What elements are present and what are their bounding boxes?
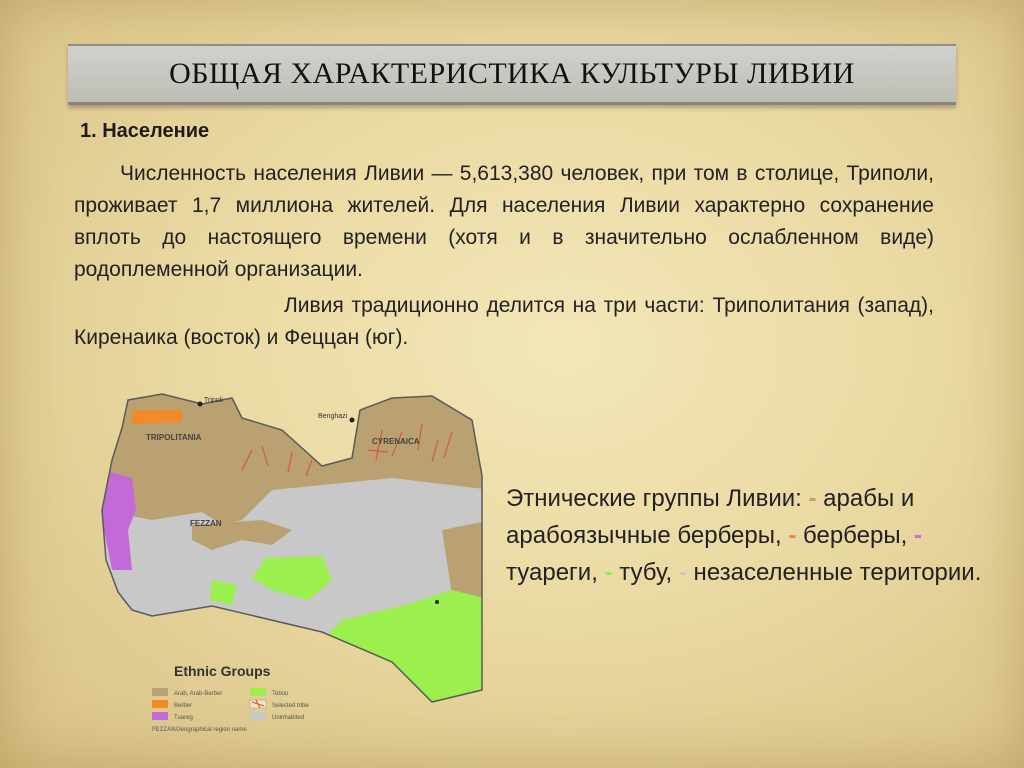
ethnic-intro: Этнические группы Ливии: xyxy=(506,485,809,512)
benghazi-marker xyxy=(350,418,355,423)
legend-swatch-tebou xyxy=(250,688,266,696)
city-label-tripoli: Tripoli xyxy=(204,397,223,404)
ethnic-group-berber: берберы, xyxy=(796,522,914,549)
tripoli-marker xyxy=(198,402,203,407)
region-label-fezzan: FEZZAN xyxy=(190,519,222,528)
city-label-benghazi: Benghazi xyxy=(318,413,348,420)
region-label-cyrenaica: CYRENAICA xyxy=(372,437,420,446)
legend-label-tuareg: Tuareg xyxy=(174,715,193,721)
dash-arab: - xyxy=(808,485,817,512)
slide-title: ОБЩАЯ ХАРАКТЕРИСТИКА КУЛЬТУРЫ ЛИВИИ xyxy=(169,57,855,90)
ethnic-group-uninhabited: незаселенные територии. xyxy=(686,559,982,586)
dash-tebou: - xyxy=(604,559,613,586)
map-legend xyxy=(152,663,309,733)
region-label-tripolitania: TRIPOLITANIA xyxy=(146,433,202,442)
libya-map-svg xyxy=(92,380,492,740)
legend-sample-region: FEZZAN xyxy=(152,727,176,733)
ethnic-group-tuareg: туареги, xyxy=(506,559,605,586)
legend-label-region-name: Geographical region name xyxy=(176,727,247,733)
dash-berber: - xyxy=(788,522,797,549)
legend-label-tebou: Tebou xyxy=(272,691,289,697)
population-paragraph: Численность населения Ливии — 5,613,380 человек, при том в столице, Триполи, проживает 1,7 миллиона жителей. Для населения Ливии характерно сохранение вплоть до настоящего времени (хотя и в значительно ослабленном виде) родоплеменной организации. xyxy=(74,162,934,281)
title-bar xyxy=(68,44,956,105)
regions-paragraph: Ливия традиционно делится на три части: Триполитания (запад), Киренаика (восток) и Феццан (юг). xyxy=(74,294,934,349)
legend-swatch-tuareg xyxy=(152,712,168,720)
map-berber-area xyxy=(132,410,182,424)
legend-label-berber: Berber xyxy=(174,703,193,709)
legend-label-uninhabited: Uninhabited xyxy=(272,715,305,721)
section-heading: 1. Население xyxy=(80,120,210,142)
legend-swatch-berber xyxy=(152,700,168,708)
ethnic-map xyxy=(92,380,492,740)
legend-label-arab: Arab, Arab-Berber xyxy=(174,691,223,697)
city-marker-kufra xyxy=(435,600,439,604)
legend-label-selected: Selected tribe xyxy=(272,703,309,709)
ethnic-groups-text xyxy=(506,480,996,591)
legend-swatch-uninhabited xyxy=(250,712,266,720)
dash-tuareg: - xyxy=(913,522,922,549)
ethnic-group-arab: арабы и арабоязычные берберы, xyxy=(506,485,915,549)
dash-uninhabited: - xyxy=(678,559,687,586)
legend-title: Ethnic Groups xyxy=(174,663,271,679)
legend-swatch-arab xyxy=(152,688,168,696)
ethnic-group-tebou: тубу, xyxy=(612,559,679,586)
